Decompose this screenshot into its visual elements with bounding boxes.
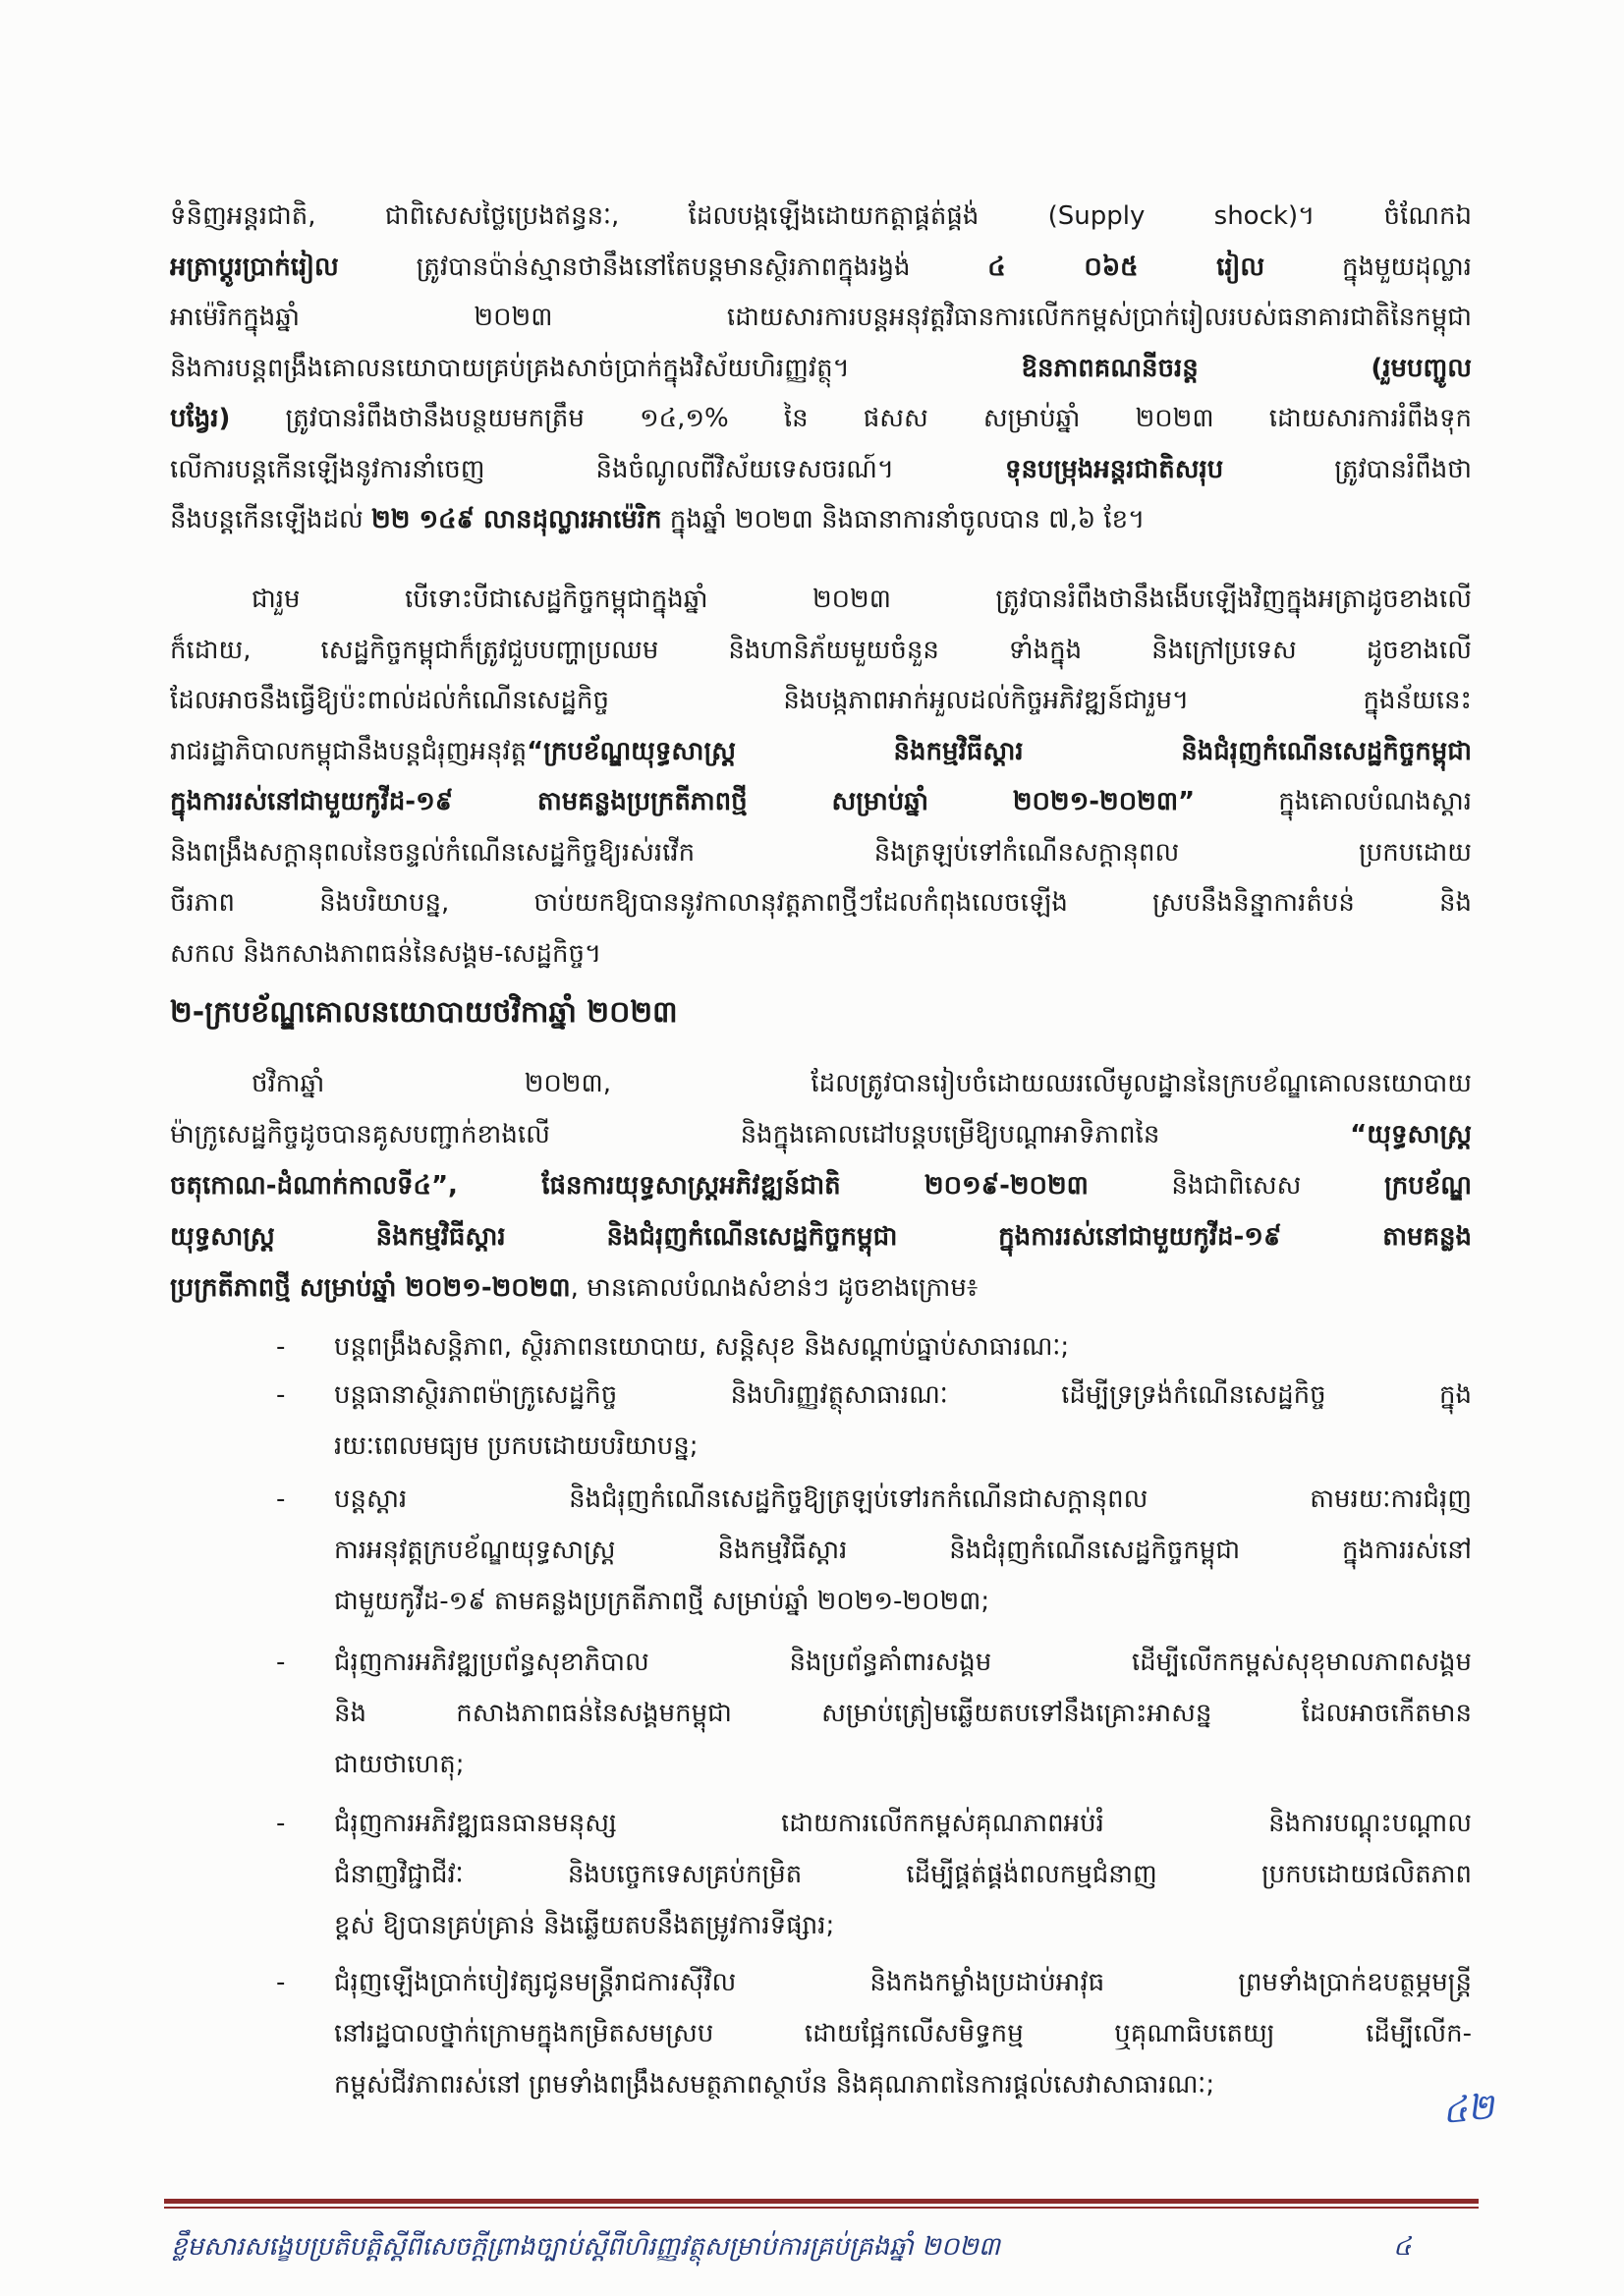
bullet-marker: - — [276, 1809, 286, 1838]
text-line — [334, 1957, 1472, 2008]
text-run: ក៏ដោយ, សេដ្ឋកិច្ចកម្ពុជាក៏ត្រូវជួបបញ្ហាប្រឈម និងហានិភ័យមួយចំនួន ទាំងក្នុង និងក្រៅប្រទេស ដូចខាងលើ — [170, 635, 1472, 665]
text-line — [170, 1109, 1472, 1160]
text-line — [334, 1576, 1472, 1627]
text-line — [170, 727, 1472, 778]
text-run: និងការបន្តពង្រឹងគោលនយោបាយគ្រប់គ្រងសាច់ប្រាក់ក្នុងវិស័យហិរញ្ញវត្ថុ។ — [170, 353, 1022, 383]
text-run: ត្រូវបានប៉ាន់ស្មានថានឹងនៅតែបន្តមានស្ថិរភាពក្នុងរង្វង់ — [338, 252, 988, 282]
text-run: ក្នុងគោលបំណងស្តារ — [1195, 787, 1472, 816]
text-line — [334, 1900, 1472, 1951]
text-line — [170, 344, 1472, 395]
text-run: ជំនាញវិជ្ជាជីវៈ និងបច្ចេកទេសគ្រប់កម្រិត ដើម្បីផ្គត់ផ្គង់ពលកម្មជំនាញ ប្រកបដោយផលិតភាព — [334, 1860, 1472, 1889]
text-line — [334, 1739, 1472, 1790]
bold-text-run: ២២ ១៤៩ លានដុល្លារអាម៉េរិក — [371, 505, 662, 534]
text-run: សកល និងកសាងភាពធន់នៃសង្គម-សេដ្ឋកិច្ច។ — [170, 938, 602, 969]
text-run: ក្នុងឆ្នាំ ២០២៣ និងធានាការនាំចូលបាន ៧,៦ ខែ។ — [661, 505, 1146, 534]
text-run: ម៉ាក្រូសេដ្ឋកិច្ចដូចបានគូសបញ្ជាក់ខាងលើ និងក្នុងគោលដៅបន្តបម្រើឱ្យបណ្តាអាទិភាពនៃ — [170, 1120, 1351, 1149]
bold-text-run: ចតុកោណ-ដំណាក់កាលទី៤”, ផែនការយុទ្ធសាស្ត្រអភិវឌ្ឍន៍ជាតិ ២០១៩-២០២៣ — [170, 1171, 1089, 1201]
section-heading: ២-ក្របខ័ណ្ឌគោលនយោបាយថវិកាឆ្នាំ ២០២៣ — [170, 995, 678, 1030]
text-run: ជារួម បើទោះបីជាសេដ្ឋកិច្ចកម្ពុជាក្នុងឆ្នាំ ២០២៣ ត្រូវបានរំពឹងថានឹងងើបឡើងវិញក្នុងអត្រាដូចខាងលើ — [252, 585, 1472, 614]
text-run: បន្តពង្រឹងសន្តិភាព, ស្ថិរភាពនយោបាយ, សន្តិសុខ និងសណ្តាប់ធ្នាប់សាធារណៈ; — [334, 1332, 1070, 1362]
text-line — [170, 293, 1472, 344]
text-line — [170, 878, 1472, 929]
intro-paragraph — [170, 192, 1472, 546]
bold-text-run: ក្របខ័ណ្ឌ — [1384, 1171, 1472, 1201]
objective-text — [334, 1957, 1472, 2110]
text-line — [170, 1262, 1472, 1314]
text-run: និងពង្រឹងសក្តានុពលនៃចន្ទល់កំណើនសេដ្ឋកិច្ចឱ្យរស់រវើក និងត្រឡប់ទៅកំណើនសក្តានុពល ប្រកបដោយ — [170, 837, 1472, 868]
text-line — [170, 445, 1472, 496]
text-run: ជំរុញឡើងប្រាក់បៀវត្សជូនមន្ត្រីរាជការស៊ីវិល និងកងកម្លាំងប្រដាប់អាវុធ ព្រមទាំងប្រាក់ឧបត្ថម្ភមន្ត្រី — [334, 1968, 1472, 1997]
text-run: នឹងបន្តកើនឡើងដល់ — [170, 505, 372, 534]
text-run: លើការបន្តកើនឡើងនូវការនាំចេញ និងចំណូលពីវិស័យទេសចរណ៍។ — [170, 454, 1005, 484]
text-run: និង កសាងភាពធន់នៃសង្គមកម្ពុជា សម្រាប់ត្រៀមឆ្លើយតបទៅនឹងគ្រោះអាសន្ន ដែលអាចកើតមាន — [334, 1699, 1472, 1728]
text-run: រាជរដ្ឋាភិបាលកម្ពុជានឹងបន្តជំរុញអនុវត្ត — [170, 736, 528, 766]
text-line — [334, 1637, 1472, 1688]
text-run: ជាយថាហេតុ; — [334, 1750, 465, 1779]
text-line — [334, 1370, 1472, 1421]
bold-text-run: “យុទ្ធសាស្ត្រ — [1350, 1120, 1472, 1149]
text-run: រយៈពេលមធ្យម ប្រកបដោយបរិយាបន្ន; — [334, 1431, 699, 1461]
text-run: ចីរភាព និងបរិយាបន្ន, ចាប់យកឱ្យបាននូវកាលានុវត្តភាពថ្មីៗដែលកំពុងលេចឡើង ស្របនឹងនិន្នាការតំបន់ និង — [170, 888, 1472, 918]
handwritten-annotation: ៤២ — [1440, 2086, 1496, 2133]
bullet-marker: - — [276, 1484, 286, 1514]
text-line — [334, 1474, 1472, 1525]
bullet-marker: - — [276, 1648, 286, 1677]
bullet-marker: - — [276, 1968, 286, 1997]
bold-text-run: ក្នុងការរស់នៅជាមួយកូវីដ-១៩ តាមគន្លងប្រក្រតីភាពថ្មី សម្រាប់ឆ្នាំ ២០២១-២០២៣” — [170, 787, 1196, 816]
text-line — [170, 777, 1472, 828]
text-line — [334, 2059, 1472, 2110]
text-line — [170, 1211, 1472, 1262]
text-line — [170, 1058, 1472, 1109]
objective-text — [334, 1474, 1472, 1627]
text-line — [334, 1321, 1472, 1372]
bold-text-run: ឱនភាពគណនីចរន្ត (រួមបញ្ចូល — [1021, 353, 1472, 383]
bold-text-run: “ក្របខ័ណ្ឌយុទ្ធសាស្ត្រ និងកម្មវិធីស្តារ និងជំរុញកំណើនសេដ្ឋកិច្ចកម្ពុជា — [527, 736, 1472, 766]
text-line — [170, 495, 1472, 546]
text-run: , មានគោលបំណងសំខាន់ៗ ដូចខាងក្រោម៖ — [570, 1273, 979, 1303]
text-line — [170, 575, 1472, 626]
bold-text-run: អត្រាប្តូរប្រាក់រៀល — [170, 252, 339, 282]
text-line — [170, 929, 1472, 980]
text-run: ខ្ពស់ ឱ្យបានគ្រប់គ្រាន់ និងឆ្លើយតបនឹងតម្រូវការទីផ្សារ; — [334, 1911, 835, 1940]
text-run: ជំរុញការអភិវឌ្ឍធនធានមនុស្ស ដោយការលើកកម្ពស់គុណភាពអប់រំ និងការបណ្តុះបណ្តាល — [334, 1809, 1472, 1838]
text-run: បន្តស្តារ និងជំរុញកំណើនសេដ្ឋកិច្ចឱ្យត្រឡប់ទៅរកកំណើនជាសក្តានុពល តាមរយៈការជំរុញ — [334, 1484, 1472, 1514]
text-line — [170, 394, 1472, 445]
text-run: ក្នុងមួយដុល្លារ — [1264, 252, 1472, 282]
footer-rule-thin — [164, 2207, 1479, 2209]
bold-text-run: ៤ ០៦៥ រៀល — [987, 252, 1265, 282]
bold-text-run: ទុនបម្រុងអន្តរជាតិសរុប — [1004, 454, 1224, 484]
text-run: ទំនិញអន្តរជាតិ, ជាពិសេសថ្លៃប្រេងឥន្ធនៈ, ដែលបង្កឡើងដោយកត្តាផ្គត់ផ្គង់ (Supply shock)។ ចំណែកឯ — [170, 201, 1472, 231]
objective-text — [334, 1798, 1472, 1951]
text-line — [334, 1525, 1472, 1576]
text-run: បន្តធានាស្ថិរភាពម៉ាក្រូសេដ្ឋកិច្ច និងហិរញ្ញវត្ថុសាធារណៈ ដើម្បីទ្រទ្រង់កំណើនសេដ្ឋកិច្ច ក្នុង — [334, 1380, 1472, 1410]
text-run: និងជាពិសេស — [1088, 1171, 1384, 1201]
text-line — [170, 192, 1472, 243]
text-run: ត្រូវបានរំពឹងថានឹងបន្ថយមកត្រឹម ១៤,១% នៃ ផសស សម្រាប់ឆ្នាំ ២០២៣ ដោយសារការរំពឹងទុក — [230, 404, 1472, 433]
bullet-marker: - — [276, 1380, 286, 1410]
text-run: ដែលអាចនឹងធ្វើឱ្យប៉ះពាល់ដល់កំណើនសេដ្ឋកិច្ច និងបង្កភាពអាក់អួលដល់កិច្ចអភិវឌ្ឍន៍ជារួម។ ក្នុងន័យនេះ — [170, 686, 1472, 715]
objective-text — [334, 1321, 1472, 1372]
budget-policy-paragraph — [170, 1058, 1472, 1314]
text-run: ត្រូវបានរំពឹងថា — [1223, 454, 1472, 484]
text-run: ថវិកាឆ្នាំ ២០២៣, ដែលត្រូវបានរៀបចំដោយឈរលើមូលដ្ឋាននៃក្របខ័ណ្ឌគោលនយោបាយ — [252, 1069, 1472, 1098]
bold-text-run: យុទ្ធសាស្ត្រ និងកម្មវិធីស្តារ និងជំរុញកំណើនសេដ្ឋកិច្ចកម្ពុជា ក្នុងការរស់នៅជាមួយកូវីដ-១៩ តាមគន្លង — [170, 1222, 1472, 1252]
text-run: អាម៉េរិកក្នុងឆ្នាំ ២០២៣ ដោយសារការបន្តអនុវត្តវិធានការលើកកម្ពស់ប្រាក់រៀលរបស់ធនាគារជាតិនៃកម្ពុជា — [170, 303, 1472, 332]
outlook-paragraph — [170, 575, 1472, 980]
text-line — [334, 1798, 1472, 1849]
footer-title: ខ្លឹមសារសង្ខេបប្រតិបត្តិស្តីពីសេចក្តីព្រាងច្បាប់ស្តីពីហិរញ្ញវត្ថុសម្រាប់ការគ្រប់គ្រងឆ្នាំ ២០២៣ — [171, 2232, 1000, 2262]
text-line — [170, 626, 1472, 677]
text-run: កម្ពស់ជីវភាពរស់នៅ ព្រមទាំងពង្រឹងសមត្ថភាពស្ថាប័ន និងគុណភាពនៃការផ្តល់សេវាសាធារណៈ; — [334, 2070, 1215, 2100]
text-line — [334, 1688, 1472, 1739]
text-run: ជាមួយកូវីដ-១៩ តាមគន្លងប្រក្រតីភាពថ្មី សម្រាប់ឆ្នាំ ២០២១-២០២៣; — [334, 1587, 990, 1616]
page-number: ៤ — [1393, 2232, 1412, 2262]
objective-text — [334, 1637, 1472, 1790]
text-line — [334, 2008, 1472, 2059]
bullet-marker: - — [276, 1332, 286, 1362]
text-run: ការអនុវត្តក្របខ័ណ្ឌយុទ្ធសាស្ត្រ និងកម្មវិធីស្តារ និងជំរុញកំណើនសេដ្ឋកិច្ចកម្ពុជា ក្នុងការរស់នៅ — [334, 1536, 1472, 1565]
text-run: នៅរដ្ឋបាលថ្នាក់ក្រោមក្នុងកម្រិតសមស្រប ដោយផ្អែកលើសមិទ្ធកម្ម ឬគុណាធិបតេយ្យ ដើម្បីលើក- — [334, 2019, 1472, 2048]
text-line — [170, 828, 1472, 879]
text-run: ជំរុញការអភិវឌ្ឍប្រព័ន្ធសុខាភិបាល និងប្រព័ន្ធគាំពារសង្គម ដើម្បីលើកកម្ពស់សុខុមាលភាពសង្គម — [334, 1648, 1472, 1677]
text-line — [170, 1160, 1472, 1211]
footer-rule — [164, 2199, 1479, 2204]
bold-text-run: បង្វែរ) — [170, 404, 231, 433]
text-line — [170, 676, 1472, 727]
objective-text — [334, 1370, 1472, 1472]
text-line — [170, 243, 1472, 294]
text-line — [334, 1421, 1472, 1472]
page-footer — [0, 2191, 1624, 2289]
bold-text-run: ប្រក្រតីភាពថ្មី សម្រាប់ឆ្នាំ ២០២១-២០២៣ — [170, 1273, 571, 1303]
text-line — [334, 1849, 1472, 1900]
